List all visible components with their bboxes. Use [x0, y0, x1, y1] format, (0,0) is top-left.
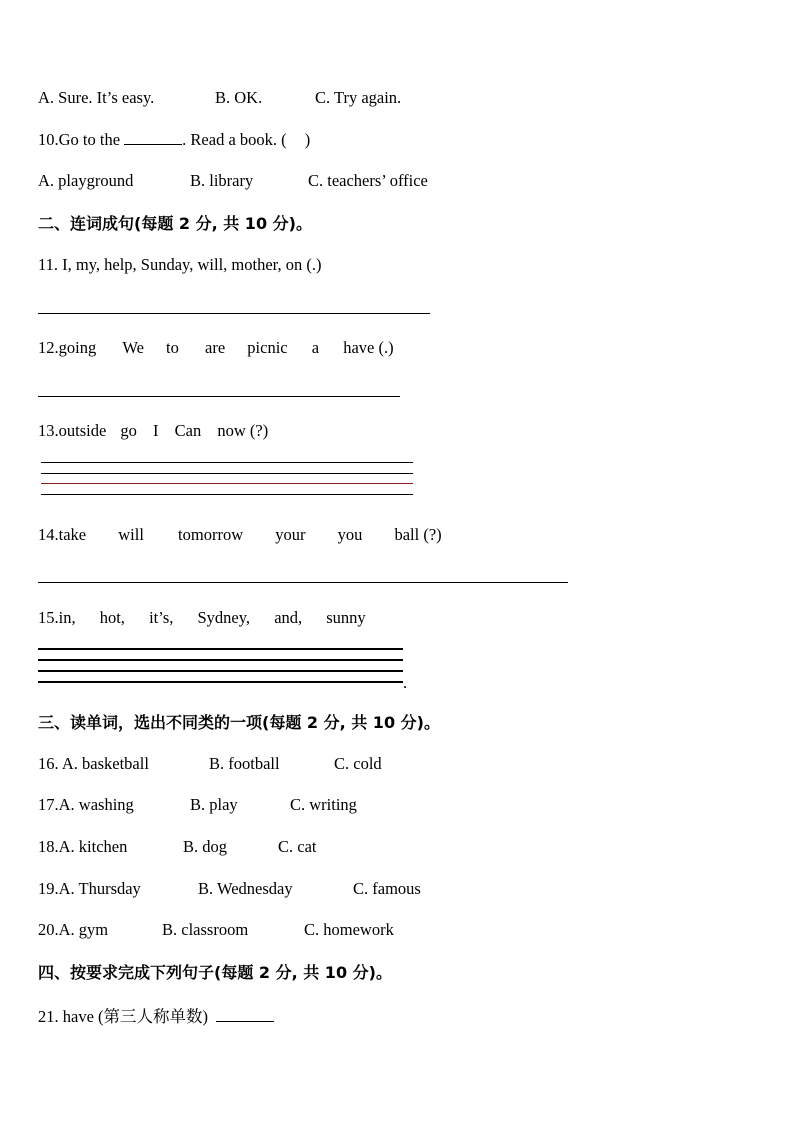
- q15-word: sunny: [326, 608, 366, 627]
- q13-word: I: [153, 421, 159, 440]
- q10-option-a: A. playground: [38, 171, 134, 190]
- q12-word: a: [311, 338, 320, 357]
- q18-option-b: B. dog: [183, 837, 228, 856]
- q15-answer-line[interactable]: [38, 681, 403, 683]
- q15-word: it’s,: [149, 608, 174, 627]
- q16-option-a: 16. A. basketball: [38, 754, 149, 773]
- q12-word: We: [122, 338, 144, 357]
- q13-number: 13.: [38, 421, 59, 440]
- q11-prompt: 11. I, my, help, Sunday, will, mother, on (.): [38, 255, 322, 274]
- q14-word: ball (?): [394, 525, 442, 544]
- q12-answer-line[interactable]: [38, 396, 400, 397]
- q13-answer-line[interactable]: [41, 494, 413, 495]
- q9-option-a: A. Sure. It’s easy.: [38, 88, 155, 107]
- q13-answer-line[interactable]: [41, 483, 413, 484]
- q10-option-b: B. library: [190, 171, 254, 190]
- q20-option-c: C. homework: [304, 920, 394, 939]
- q18-option-a: 18.A. kitchen: [38, 837, 128, 856]
- q16-option-c: C. cold: [334, 754, 382, 773]
- q18-option-c: C. cat: [278, 837, 317, 856]
- q12-prompt: [38, 338, 394, 358]
- q13-word: go: [120, 421, 137, 440]
- q10-stem-end: ): [304, 130, 311, 149]
- q15-answer-line[interactable]: [38, 659, 403, 661]
- q19-option-a: 19.A. Thursday: [38, 879, 141, 898]
- q20-option-b: B. classroom: [162, 920, 249, 939]
- q13-answer-line[interactable]: [41, 462, 413, 463]
- q15-word: Sydney,: [197, 608, 251, 627]
- q14-word: will: [118, 525, 144, 544]
- q15-answer-line[interactable]: [38, 648, 403, 650]
- q15-answer-line[interactable]: [38, 670, 403, 672]
- q21-prompt: [38, 1003, 274, 1027]
- q21-answer-blank[interactable]: [216, 1021, 274, 1022]
- q10-option-c: C. teachers’ office: [308, 171, 428, 190]
- q13-word: outside: [58, 421, 107, 440]
- q10-stem-post: . Read a book. (: [182, 130, 287, 149]
- q9-option-c: C. Try again.: [315, 88, 402, 107]
- q14-word: you: [337, 525, 363, 544]
- q15-number: 15.: [38, 608, 59, 627]
- q19-option-b: B. Wednesday: [198, 879, 293, 898]
- q14-prompt: [38, 525, 442, 545]
- q17-option-b: B. play: [190, 795, 238, 814]
- q15-prompt: [38, 608, 366, 628]
- section-4-heading: 四、按要求完成下列句子(每题 2 分, 共 10 分)。: [38, 963, 392, 982]
- section-3-heading: 三、读单词，选出不同类的一项(每题 2 分, 共 10 分)。: [38, 713, 440, 732]
- q15-word: and,: [274, 608, 303, 627]
- q14-answer-line[interactable]: [38, 582, 568, 583]
- q14-word: tomorrow: [178, 525, 244, 544]
- q12-word: are: [205, 338, 226, 357]
- q12-word: have (.): [343, 338, 394, 357]
- q12-word: going: [58, 338, 97, 357]
- q13-prompt: [38, 421, 268, 441]
- q17-option-c: C. writing: [290, 795, 357, 814]
- q13-word: Can: [174, 421, 202, 440]
- q13-word: now (?): [217, 421, 269, 440]
- q10-stem: [38, 130, 310, 150]
- q12-word: picnic: [247, 338, 288, 357]
- q20-option-a: 20.A. gym: [38, 920, 109, 939]
- q15-word: in,: [58, 608, 76, 627]
- q16-option-b: B. football: [209, 754, 280, 773]
- q13-answer-line[interactable]: [41, 473, 413, 474]
- section-2-heading: 二、连词成句(每题 2 分, 共 10 分)。: [38, 214, 312, 233]
- q12-number: 12.: [38, 338, 59, 357]
- q14-word: your: [275, 525, 306, 544]
- q15-end-period: .: [403, 673, 408, 692]
- q10-blank[interactable]: [124, 144, 182, 145]
- q14-word: take: [58, 525, 87, 544]
- q9-option-b: B. OK.: [215, 88, 263, 107]
- q15-word: hot,: [99, 608, 125, 627]
- q19-option-c: C. famous: [353, 879, 421, 898]
- q14-number: 14.: [38, 525, 59, 544]
- q12-word: to: [166, 338, 179, 357]
- q17-option-a: 17.A. washing: [38, 795, 134, 814]
- q10-stem-pre: 10.Go to the: [38, 130, 121, 149]
- q21-text: 21. have (第三人称单数): [38, 1007, 209, 1026]
- q11-answer-line[interactable]: [38, 313, 430, 314]
